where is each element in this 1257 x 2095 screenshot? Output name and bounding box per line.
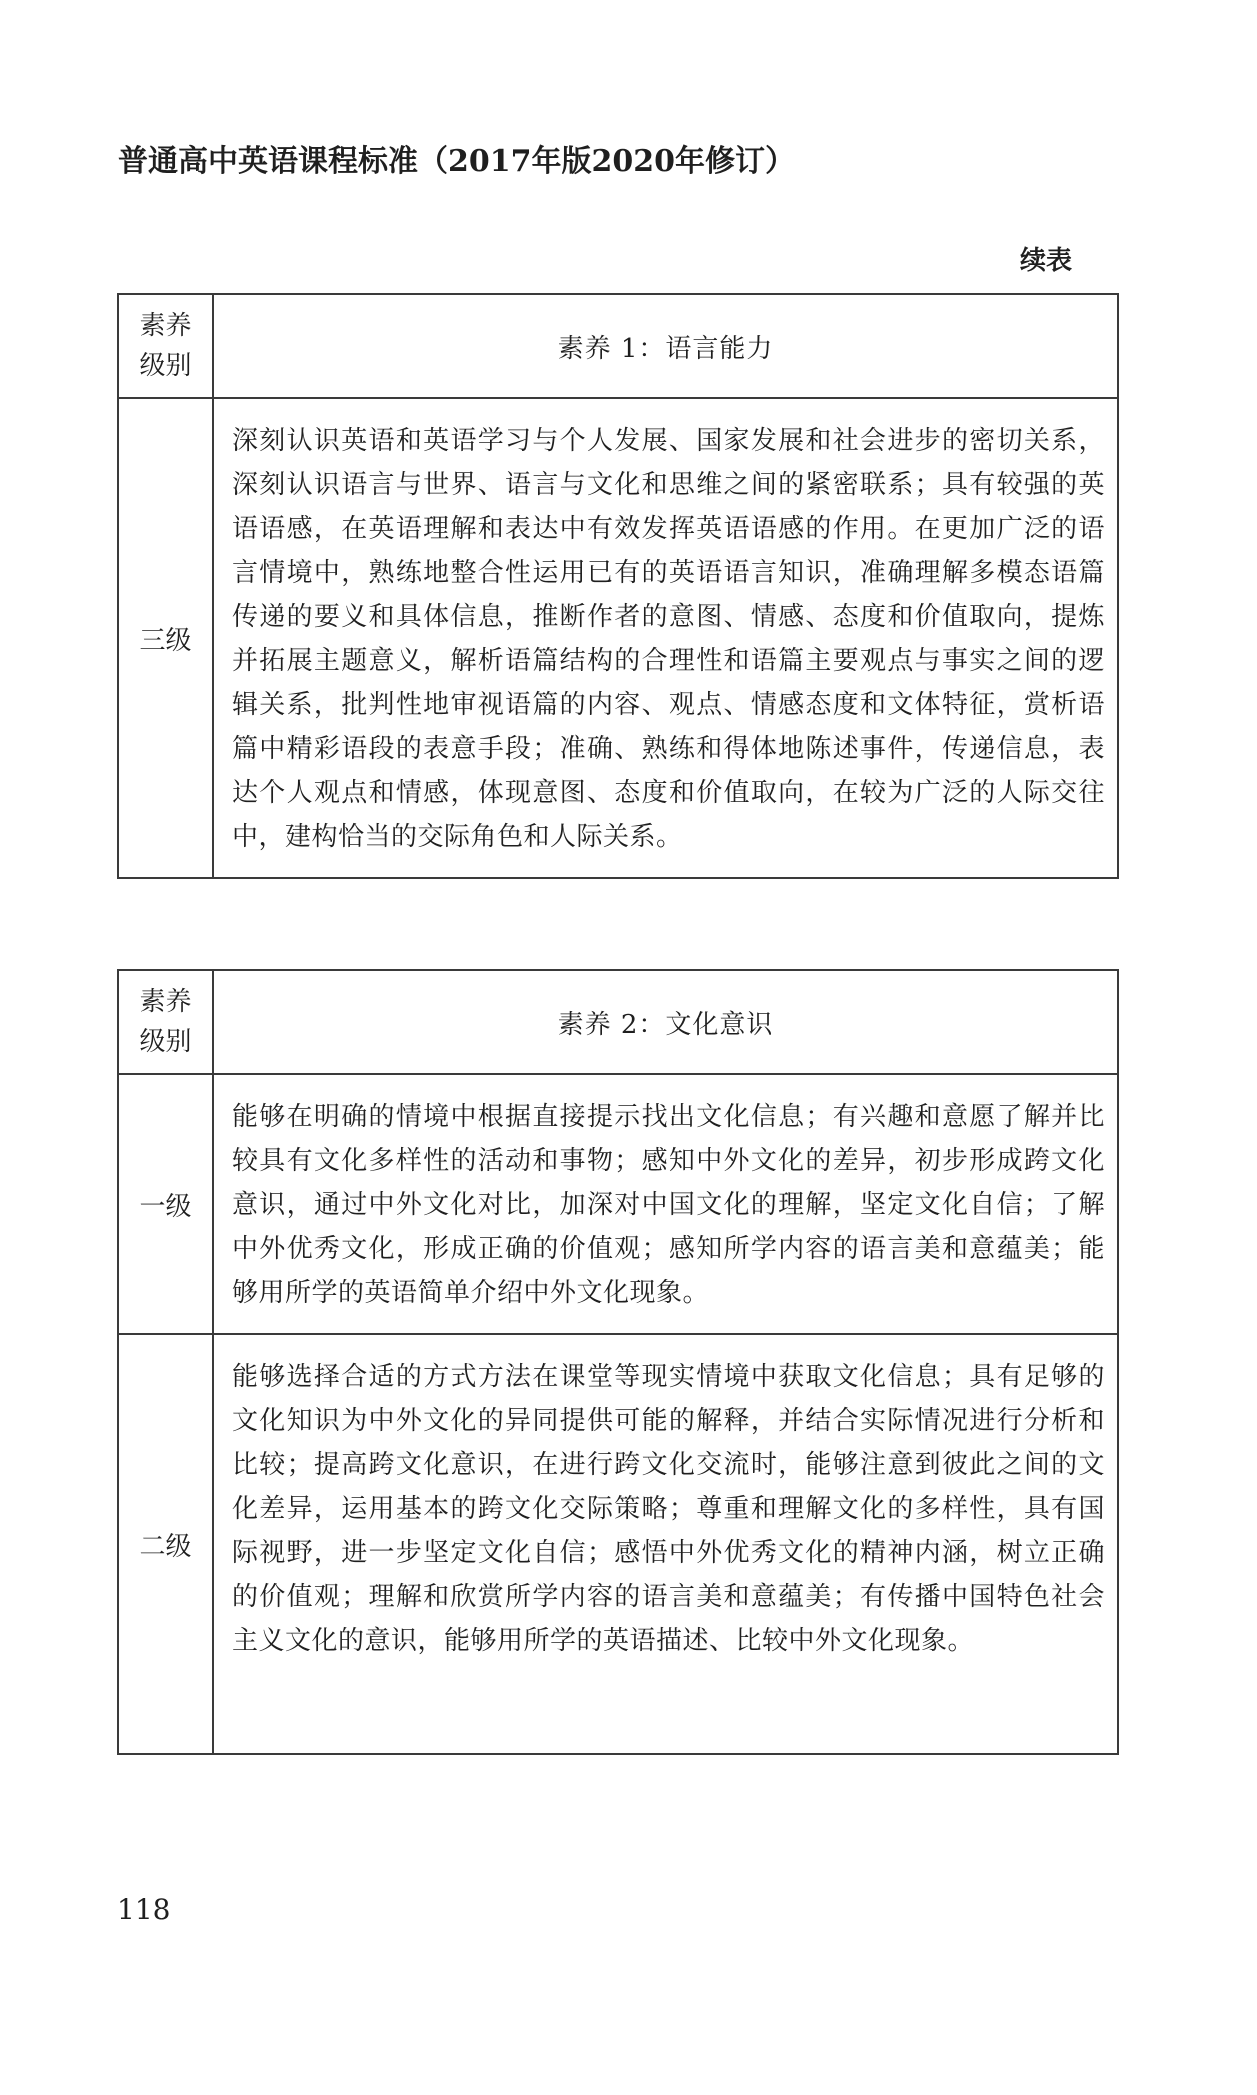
level-cell: 三级 xyxy=(118,398,213,878)
page-number: 118 xyxy=(117,1893,171,1926)
table-header-row xyxy=(118,970,1118,1074)
level-header-line1: 素养 xyxy=(139,987,192,1017)
running-header-title: 普通高中英语课程标准（2017年版2020年修订） xyxy=(118,144,795,179)
competency-title: 素养 2：文化意识 xyxy=(213,970,1118,1074)
competency-title: 素养 1：语言能力 xyxy=(213,294,1118,398)
level-header-line2: 级别 xyxy=(139,1027,192,1057)
continued-table-label: 续表 xyxy=(1020,246,1073,276)
description-cell: 能够选择合适的方式方法在课堂等现实情境中获取文化信息；具有足够的文化知识为中外文化的异同提供可能的解释，并结合实际情况进行分析和比较；提高跨文化意识，在进行跨文化交流时，能够注意到彼此之间的文化差异，运用基本的跨文化交际策略；尊重和理解文化的多样性，具有国际视野，进一步坚定文化自信；感悟中外优秀文化的精神内涵，树立正确的价值观；理解和欣赏所学内容的语言美和意蕴美；有传播中国特色社会主义文化的意识，能够用所学的英语描述、比较中外文化现象。 xyxy=(213,1334,1118,1754)
level-cell: 二级 xyxy=(118,1334,213,1754)
description-cell: 深刻认识英语和英语学习与个人发展、国家发展和社会进步的密切关系，深刻认识语言与世界、语言与文化和思维之间的紧密联系；具有较强的英语语感，在英语理解和表达中有效发挥英语语感的作用。在更加广泛的语言情境中，熟练地整合性运用已有的英语语言知识，准确理解多模态语篇传递的要义和具体信息，推断作者的意图、情感、态度和价值取向，提炼并拓展主题意义，解析语篇结构的合理性和语篇主要观点与事实之间的逻辑关系，批判性地审视语篇的内容、观点、情感态度和文体特征，赏析语篇中精彩语段的表意手段；准确、熟练和得体地陈述事件，传递信息，表达个人观点和情感，体现意图、态度和价值取向，在较为广泛的人际交往中，建构恰当的交际角色和人际关系。 xyxy=(213,398,1118,878)
level-header-line2: 级别 xyxy=(139,351,192,381)
level-column-header xyxy=(118,970,213,1074)
level-cell: 一级 xyxy=(118,1074,213,1334)
description-cell: 能够在明确的情境中根据直接提示找出文化信息；有兴趣和意愿了解并比较具有文化多样性的活动和事物；感知中外文化的差异，初步形成跨文化意识，通过中外文化对比，加深对中国文化的理解，坚定文化自信；了解中外优秀文化，形成正确的价值观；感知所学内容的语言美和意蕴美；能够用所学的英语简单介绍中外文化现象。 xyxy=(213,1074,1118,1334)
table-row xyxy=(118,398,1118,878)
table-row xyxy=(118,1074,1118,1334)
competency-table-culture xyxy=(117,969,1119,1755)
competency-table-language xyxy=(117,293,1119,879)
table-header-row xyxy=(118,294,1118,398)
level-header-line1: 素养 xyxy=(139,311,192,341)
table-row xyxy=(118,1334,1118,1754)
level-column-header xyxy=(118,294,213,398)
